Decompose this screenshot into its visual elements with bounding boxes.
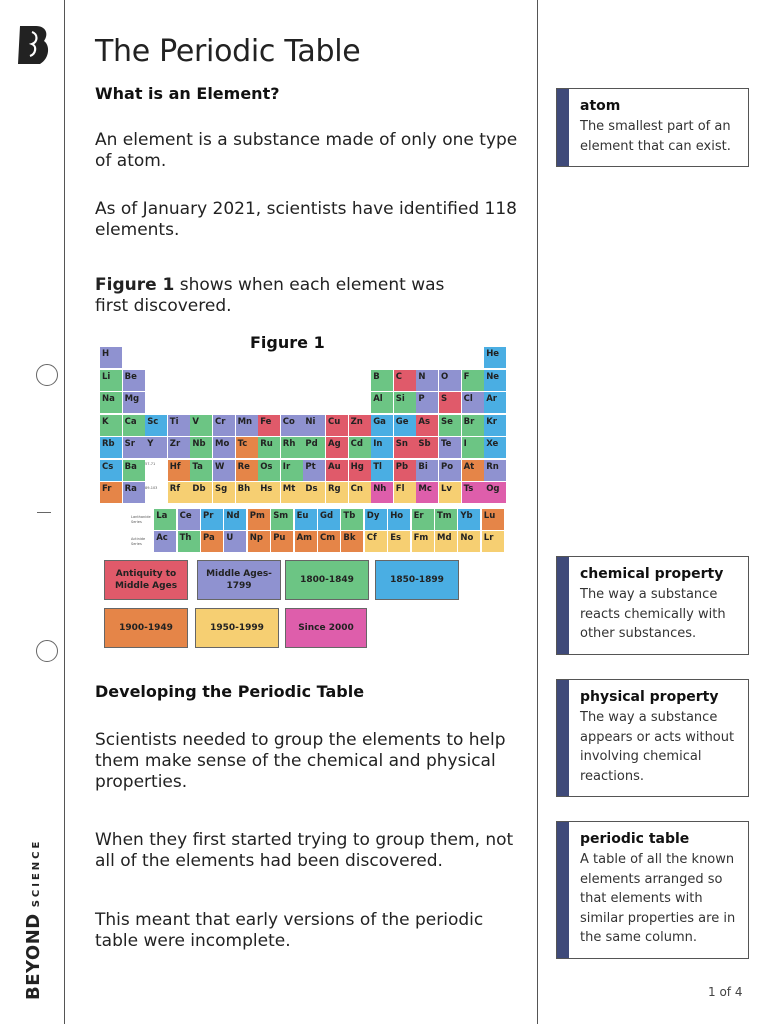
element-nh: Nh [371, 482, 393, 503]
element-al: Al [371, 392, 393, 413]
element-er: Er [412, 509, 434, 530]
la-range-label: 57-71 [145, 462, 156, 466]
element-ho: Ho [388, 509, 410, 530]
brand-name: BEYOND [23, 913, 44, 1000]
element-ti: Ti [168, 415, 190, 436]
glossary-card-physical-property [556, 679, 749, 797]
element-th: Th [178, 531, 200, 552]
element-i: I [462, 437, 484, 458]
legend-item: 1800-1849 [285, 560, 369, 600]
element-s: S [439, 392, 461, 413]
fold-mark [37, 512, 51, 513]
element-bk: Bk [341, 531, 363, 552]
legend-item: 1850-1899 [375, 560, 459, 600]
element-ta: Ta [190, 460, 212, 481]
element-f: F [462, 370, 484, 391]
element-se: Se [439, 415, 461, 436]
element-re: Re [236, 460, 258, 481]
paragraph-early-grouping: When they first started trying to group them, not all of the elements had been discovered. [95, 830, 514, 871]
section-heading-developing: Developing the Periodic Table [95, 682, 365, 701]
element-sc: Sc [145, 415, 167, 436]
element-bh: Bh [236, 482, 258, 503]
element-mn: Mn [236, 415, 258, 436]
element-w: W [213, 460, 235, 481]
legend-item: Antiquity to Middle Ages [104, 560, 188, 600]
left-margin-line [64, 0, 65, 1024]
element-c: C [394, 370, 416, 391]
paragraph-incomplete: This meant that early versions of the periodic table were incomplete. [95, 910, 484, 951]
element-li: Li [100, 370, 122, 391]
element-na: Na [100, 392, 122, 413]
element-hf: Hf [168, 460, 190, 481]
element-no: No [458, 531, 480, 552]
element-tb: Tb [341, 509, 363, 530]
glossary-card-chemical-property [556, 556, 749, 655]
section-heading-element: What is an Element? [95, 84, 280, 103]
element-ir: Ir [281, 460, 303, 481]
element-sb: Sb [416, 437, 438, 458]
element-be: Be [123, 370, 145, 391]
glossary-card-atom [556, 88, 749, 167]
element-rb: Rb [100, 437, 122, 458]
element-rg: Rg [326, 482, 348, 503]
element-sg: Sg [213, 482, 235, 503]
legend-item: 1950-1999 [195, 608, 279, 648]
element-xe: Xe [484, 437, 506, 458]
element-ac: Ac [154, 531, 176, 552]
element-tl: Tl [371, 460, 393, 481]
lanthanide-label: Lanthanide Series [131, 515, 151, 524]
element-br: Br [462, 415, 484, 436]
element-h: H [100, 347, 122, 368]
element-mo: Mo [213, 437, 235, 458]
element-cf: Cf [365, 531, 387, 552]
element-cs: Cs [100, 460, 122, 481]
glossary-card-periodic-table [556, 821, 749, 959]
element-fm: Fm [412, 531, 434, 552]
element-pu: Pu [271, 531, 293, 552]
element-os: Os [258, 460, 280, 481]
beyond-logo-icon [16, 24, 50, 66]
glossary-definition: The way a substance appears or acts without involving chemical reactions. [580, 710, 735, 784]
figure-reference-bold: Figure 1 [95, 275, 175, 295]
glossary-term: physical property [580, 689, 719, 705]
element-nb: Nb [190, 437, 212, 458]
element-te: Te [439, 437, 461, 458]
brand-sub: SCIENCE [31, 838, 42, 908]
element-rf: Rf [168, 482, 190, 503]
element-he: He [484, 347, 506, 368]
element-bi: Bi [416, 460, 438, 481]
element-mc: Mc [416, 482, 438, 503]
element-p: P [416, 392, 438, 413]
element-at: At [462, 460, 484, 481]
element-po: Po [439, 460, 461, 481]
element-cd: Cd [349, 437, 371, 458]
element-tm: Tm [435, 509, 457, 530]
glossary-definition: The way a substance reacts chemically with other substances. [580, 587, 726, 641]
element-rn: Rn [484, 460, 506, 481]
element-si: Si [394, 392, 416, 413]
paragraph-element-count: As of January 2021, scientists have identified 118 elements. [95, 199, 517, 240]
element-sm: Sm [271, 509, 293, 530]
glossary-divider-line [537, 0, 538, 1024]
paragraph-element-definition: An element is a substance made of only one type of atom. [95, 130, 518, 171]
element-ge: Ge [394, 415, 416, 436]
figure-reference-text: shows when each element was first discovered. [95, 275, 445, 316]
element-db: Db [190, 482, 212, 503]
element-zr: Zr [168, 437, 190, 458]
element-sn: Sn [394, 437, 416, 458]
periodic-table-figure [95, 320, 527, 652]
element-ts: Ts [462, 482, 484, 503]
element-pb: Pb [394, 460, 416, 481]
element-cr: Cr [213, 415, 235, 436]
element-pr: Pr [201, 509, 223, 530]
element-np: Np [248, 531, 270, 552]
element-co: Co [281, 415, 303, 436]
element-zn: Zn [349, 415, 371, 436]
element-cl: Cl [462, 392, 484, 413]
element-og: Og [484, 482, 506, 503]
glossary-term: periodic table [580, 831, 690, 847]
legend-item: Since 2000 [285, 608, 367, 648]
element-ru: Ru [258, 437, 280, 458]
brand-wordmark [23, 840, 47, 1000]
element-lu: Lu [482, 509, 504, 530]
element-b: B [371, 370, 393, 391]
legend-item: 1900-1949 [104, 608, 188, 648]
element-sr: Sr [123, 437, 145, 458]
punch-hole-bottom [36, 640, 58, 662]
element-kr: Kr [484, 415, 506, 436]
element-fe: Fe [258, 415, 280, 436]
element-fl: Fl [394, 482, 416, 503]
element-eu: Eu [295, 509, 317, 530]
element-am: Am [295, 531, 317, 552]
element-tc: Tc [236, 437, 258, 458]
element-ca: Ca [123, 415, 145, 436]
element-pa: Pa [201, 531, 223, 552]
element-fr: Fr [100, 482, 122, 503]
paragraph-grouping: Scientists needed to group the elements to help them make sense of the chemical and physical properties. [95, 730, 506, 792]
element-es: Es [388, 531, 410, 552]
element-ni: Ni [303, 415, 325, 436]
element-cn: Cn [349, 482, 371, 503]
element-ga: Ga [371, 415, 393, 436]
actinide-label: Actinide Series [131, 537, 146, 546]
element-o: O [439, 370, 461, 391]
element-au: Au [326, 460, 348, 481]
figure-title: Figure 1 [250, 333, 325, 352]
glossary-definition: A table of all the known elements arranged so that elements with similar properties are in the same column. [580, 852, 736, 945]
element-gd: Gd [318, 509, 340, 530]
element-n: N [416, 370, 438, 391]
element-ba: Ba [123, 460, 145, 481]
punch-hole-top [36, 364, 58, 386]
element-ds: Ds [303, 482, 325, 503]
element-as: As [416, 415, 438, 436]
element-hg: Hg [349, 460, 371, 481]
element-nd: Nd [224, 509, 246, 530]
element-dy: Dy [365, 509, 387, 530]
element-lr: Lr [482, 531, 504, 552]
element-pt: Pt [303, 460, 325, 481]
element-rh: Rh [281, 437, 303, 458]
element-ra: Ra [123, 482, 145, 503]
element-v: V [190, 415, 212, 436]
legend-item: Middle Ages-1799 [197, 560, 281, 600]
element-md: Md [435, 531, 457, 552]
element-yb: Yb [458, 509, 480, 530]
page-number: 1 of 4 [708, 985, 743, 999]
element-ne: Ne [484, 370, 506, 391]
element-mt: Mt [281, 482, 303, 503]
element-cm: Cm [318, 531, 340, 552]
element-ag: Ag [326, 437, 348, 458]
element-y: Y [145, 437, 167, 458]
element-ce: Ce [178, 509, 200, 530]
paragraph-figure-reference [95, 275, 455, 317]
glossary-term: atom [580, 98, 621, 114]
element-hs: Hs [258, 482, 280, 503]
ac-range-label: 89-103 [145, 486, 158, 490]
element-mg: Mg [123, 392, 145, 413]
page-title: The Periodic Table [95, 34, 361, 69]
element-pm: Pm [248, 509, 270, 530]
glossary-term: chemical property [580, 566, 724, 582]
element-k: K [100, 415, 122, 436]
glossary-definition: The smallest part of an element that can exist. [580, 119, 731, 154]
element-la: La [154, 509, 176, 530]
element-ar: Ar [484, 392, 506, 413]
element-u: U [224, 531, 246, 552]
element-lv: Lv [439, 482, 461, 503]
element-in: In [371, 437, 393, 458]
element-pd: Pd [303, 437, 325, 458]
element-cu: Cu [326, 415, 348, 436]
